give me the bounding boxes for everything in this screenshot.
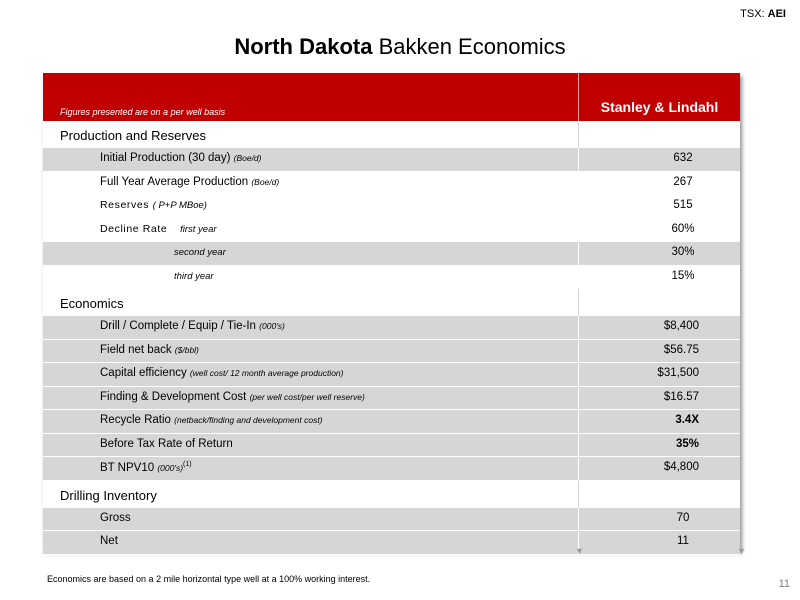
row-value: $56.75 [663,343,699,356]
row-label: Before Tax Rate of Return [100,437,233,450]
value-cell [578,121,741,148]
page-number: 11 [778,578,790,590]
value-cell [578,410,741,433]
table-row [43,242,740,266]
section-economics [43,289,740,316]
row-label: Reserves ( P+P MBoe) [100,199,207,211]
row-value: 515 [673,199,693,211]
per-well-note: Figures presented are on a per well basis [60,107,226,117]
table-row [43,195,740,219]
row-value: $8,400 [663,320,699,332]
row-label: Full Year Average Production (Boe/d) [100,175,280,188]
table-row [43,531,740,555]
row-label: Drill / Complete / Equip / Tie-In (000's) [100,320,285,332]
table-row [43,148,740,172]
row-value: 70 [676,511,690,524]
row-value: $31,500 [657,367,699,379]
section-production [43,121,740,148]
row-value: $4,800 [663,461,699,473]
table-row [43,508,740,532]
column-header-stanley-lindahl: Stanley & Lindahl [600,99,719,115]
section-label: Drilling Inventory [60,487,157,503]
row-value: 15% [671,269,695,282]
table-row [43,363,740,387]
row-label: Decline Rate first year [100,222,217,235]
table-body [43,121,740,555]
value-cell [578,289,741,316]
value-cell [578,316,741,339]
section-label: Production and Reserves [60,128,206,143]
table-row [43,266,740,290]
table-row [43,316,740,340]
section-drilling [43,481,740,508]
row-label: BT NPV10 $(000's)^{(1)}$ [100,461,192,474]
value-cell [578,434,741,457]
row-label: Initial Production (30 day) (Boe/d) [100,152,262,164]
row-label: Recycle Ratio (netback/finding and development cost) [100,414,323,426]
value-cell [578,387,741,410]
row-value: 3.4X [675,414,699,426]
row-value: 11 [677,535,689,547]
title-rest: Bakken Economics [372,34,566,59]
value-cell [578,340,741,363]
slide-title [0,34,800,60]
row-label: Gross [100,511,131,524]
row-value: 35% [675,437,699,450]
row-label: Finding & Development Cost (per well cost/per well reserve) [100,390,365,403]
table-row [43,172,740,196]
table-row [43,219,740,243]
down-arrow-icon: ▼ [575,546,584,556]
row-value: 632 [673,152,693,164]
economics-table [43,73,746,556]
ticker-symbol [740,8,786,20]
title-bold: North Dakota [234,34,373,59]
table-row [43,387,740,411]
section-label: Economics [60,296,124,311]
row-label: third year [174,270,214,282]
table-row [43,457,740,481]
row-label: second year [174,247,226,258]
row-value: $16.57 [663,390,699,403]
table-row [43,434,740,458]
table-row [43,410,740,434]
ticker-prefix: TSX: [740,8,765,20]
down-arrow-icon: ▼ [737,546,746,556]
footnote: Economics are based on a 2 mile horizontal type well at a 100% working interest. [47,574,371,584]
value-cell [578,457,741,480]
row-label: Capital efficiency (well cost/ 12 month average production) [100,367,344,379]
row-value: 30% [671,246,695,258]
table-header [43,73,740,121]
row-label: Field net back ($/bbl) [100,343,199,356]
value-cell [578,481,741,508]
ticker-code: AEI [767,8,786,20]
row-value: 60% [671,222,695,235]
table-row [43,340,740,364]
row-value: 267 [673,175,693,188]
row-label: Net [100,535,118,547]
